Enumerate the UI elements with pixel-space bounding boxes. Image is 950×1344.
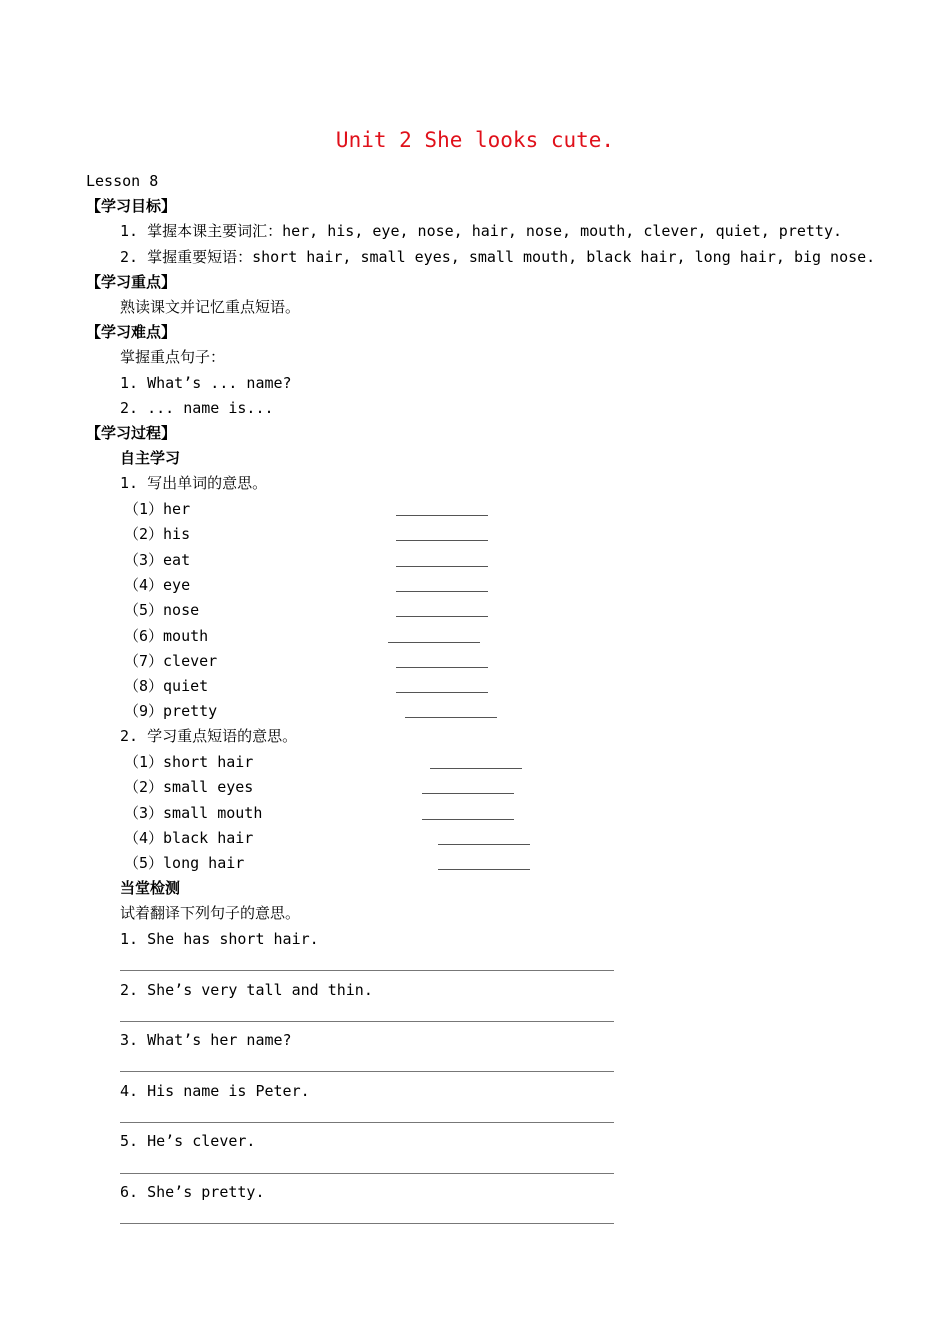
word-item: （2）his	[124, 525, 191, 543]
difficult-intro: 掌握重点句子：	[120, 348, 226, 366]
word-item: （8）quiet	[124, 677, 209, 695]
sentence-item: 1. She has short hair.	[120, 930, 319, 948]
phrase-item: （2）small eyes	[124, 778, 254, 796]
word-item: （3）eat	[124, 551, 191, 569]
answer-blank[interactable]	[438, 869, 530, 870]
check-heading: 当堂检测	[120, 879, 181, 897]
goals-heading: 【学习目标】	[86, 197, 177, 215]
sentence-item: 2. She’s very tall and thin.	[120, 981, 373, 999]
page-title: Unit 2 She looks cute.	[335, 128, 615, 152]
answer-blank[interactable]	[405, 717, 497, 718]
answer-blank[interactable]	[396, 616, 488, 617]
answer-blank[interactable]	[422, 793, 514, 794]
goal-item: 1. 掌握本课主要词汇：her, his, eye, nose, hair, nose, mouth, clever, quiet, pretty.	[120, 222, 843, 240]
difficult-points-heading: 【学习难点】	[86, 323, 177, 341]
goal-item: 2. 掌握重要短语：short hair, small eyes, small mouth, black hair, long hair, big nose.	[120, 248, 876, 266]
translation-line[interactable]	[120, 1223, 614, 1224]
answer-blank[interactable]	[438, 844, 530, 845]
translation-line[interactable]	[120, 1122, 614, 1123]
difficult-item: 2. ... name is...	[120, 399, 274, 417]
answer-blank[interactable]	[430, 768, 522, 769]
difficult-item: 1. What’s ... name?	[120, 374, 292, 392]
word-item: （9）pretty	[124, 702, 218, 720]
phrases-task: 2. 学习重点短语的意思。	[120, 727, 298, 745]
translation-line[interactable]	[120, 1021, 614, 1022]
sentence-item: 3. What’s her name?	[120, 1031, 292, 1049]
answer-blank[interactable]	[396, 692, 488, 693]
phrase-item: （5）long hair	[124, 854, 245, 872]
words-task: 1. 写出单词的意思。	[120, 474, 268, 492]
answer-blank[interactable]	[396, 515, 488, 516]
phrase-item: （4）black hair	[124, 829, 254, 847]
self-study-heading: 自主学习	[120, 449, 181, 467]
answer-blank[interactable]	[396, 591, 488, 592]
answer-blank[interactable]	[396, 566, 488, 567]
translation-line[interactable]	[120, 1071, 614, 1072]
word-item: （6）mouth	[124, 627, 209, 645]
word-item: （7）clever	[124, 652, 218, 670]
answer-blank[interactable]	[396, 667, 488, 668]
answer-blank[interactable]	[422, 819, 514, 820]
word-item: （5）nose	[124, 601, 200, 619]
translation-line[interactable]	[120, 970, 614, 971]
key-points-heading: 【学习重点】	[86, 273, 177, 291]
process-heading: 【学习过程】	[86, 424, 177, 442]
check-intro: 试着翻译下列句子的意思。	[120, 904, 301, 922]
translation-line[interactable]	[120, 1173, 614, 1174]
phrase-item: （1）short hair	[124, 753, 254, 771]
sentence-item: 5. He’s clever.	[120, 1132, 256, 1150]
answer-blank[interactable]	[396, 540, 488, 541]
word-item: （4）eye	[124, 576, 191, 594]
phrase-item: （3）small mouth	[124, 804, 263, 822]
sentence-item: 6. She’s pretty.	[120, 1183, 265, 1201]
answer-blank[interactable]	[388, 642, 480, 643]
key-points-text: 熟读课文并记忆重点短语。	[120, 298, 301, 316]
sentence-item: 4. His name is Peter.	[120, 1082, 310, 1100]
word-item: （1）her	[124, 500, 191, 518]
lesson-label: Lesson 8	[86, 172, 159, 190]
